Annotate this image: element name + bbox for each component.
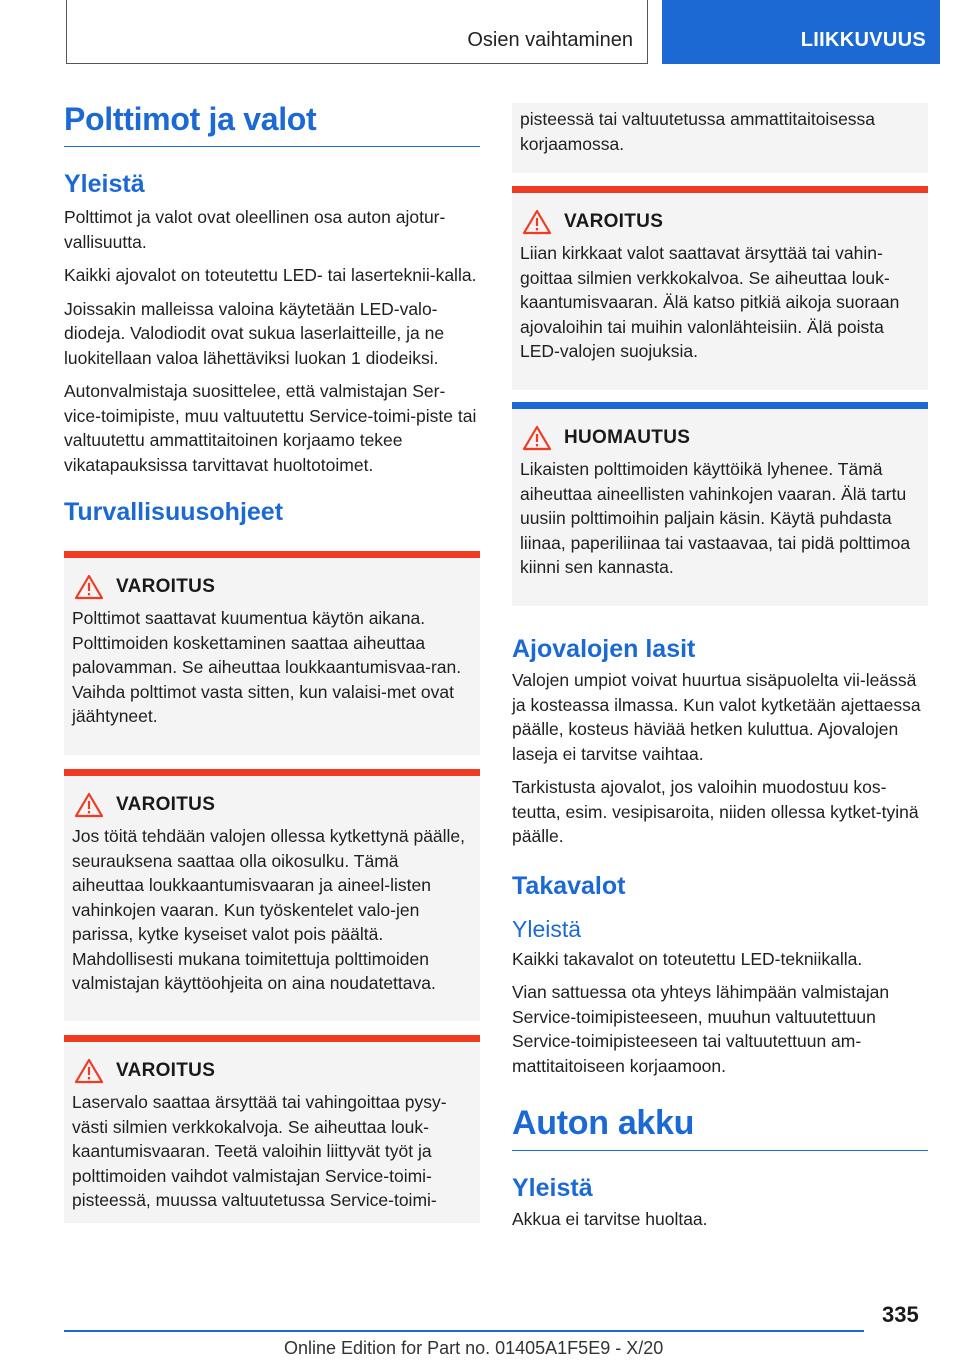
general-paragraph-1: Polttimot ja valot ovat oleellinen osa auton ajotur-vallisuutta. (64, 207, 446, 252)
left-column (64, 100, 480, 1223)
general-paragraph-4: Autonvalmistaja suosittelee, että valmistajan Ser-vice-toimipiste, muu valtuutettu Service-toimi-piste tai valtuutettu ammattitaitoinen korjaamo tekee vikatapauksissa tarvittavat huoltotoimet. (64, 381, 477, 475)
warning-box-3 (64, 1035, 480, 1223)
warning-text: Polttimot saattavat kuumentua käytön aikana. Polttimoiden koskettaminen saattaa aiheuttaa palovamman. Se aiheuttaa loukkaantumisvaa-ran. Vaihda polttimot vasta sitten, kun valaisi-met ovat jäähtyneet. (72, 608, 462, 726)
warning-text: Liian kirkkaat valot saattavat ärsyttää tai vahin-goittaa silmien verkkokalvoa. Se aiheuttaa louk-kaantumisvaaran. Älä katso pitkiä aikoja suoraan ajovaloihin tai muihin valonlähteisiin. Älä poista LED-valojen suojuksia. (520, 243, 900, 361)
notice-title: HUOMAUTUS (564, 427, 691, 448)
tail-paragraph-1: Kaikki takavalot on toteutettu LED-tekniikalla. (512, 948, 863, 969)
heading-tail-lights: Takavalot (512, 871, 626, 900)
header-chapter-label: LIIKKUVUUS (800, 29, 926, 51)
heading-battery-general: Yleistä (512, 1174, 593, 1202)
subheading-tail-general: Yleistä (512, 915, 582, 942)
warning-triangle-icon (74, 1058, 104, 1084)
footer-divider (64, 1330, 864, 1332)
warning-text: Laservalo saattaa ärsyttää tai vahingoittaa pysy-västi silmien verkkokalvoja. Se aiheuttaa louk-kaantumisvaaran. Teetä valoihin liittyvät työt ja polttimoiden vaihdot valmistajan Service-toimi-pisteessä, muussa valtuutetussa Service-toimi- (72, 1092, 447, 1210)
warning-title: VAROITUS (116, 794, 216, 815)
warning-box-1 (64, 551, 480, 755)
right-column (512, 103, 928, 1241)
warning-title: VAROITUS (116, 576, 216, 597)
page-title-bulbs: Polttimot ja valot (64, 100, 480, 147)
battery-paragraph-1: Akkua ei tarvitse huoltaa. (512, 1209, 708, 1229)
warning-box-4 (512, 186, 928, 390)
warning-title: VAROITUS (116, 1060, 216, 1081)
general-paragraph-2: Kaikki ajovalot on toteutettu LED- tai laserteknii-kalla. (64, 265, 477, 285)
footer-edition: Online Edition for Part no. 01405A1F5E9 - X/20 (284, 1338, 664, 1358)
tail-paragraph-2: Vian sattuessa ota yhteys lähimpään valmistajan Service-toimipisteeseen, muuhun valtuutettuun Service-toimipisteeseen tai valtuutettuun am-mattitaitoiseen korjaamoon. (512, 982, 890, 1076)
warning-text-continued: pisteessä tai valtuutetussa ammattitaitoisessa korjaamossa. (520, 109, 876, 154)
heading-headlight-lenses: Ajovalojen lasit (512, 635, 696, 663)
heading-general: Yleistä (64, 170, 145, 198)
warning-title: VAROITUS (564, 211, 664, 232)
notice-box (512, 402, 928, 606)
notice-triangle-icon (522, 425, 552, 451)
general-paragraph-3: Joissakin malleissa valoina käytetään LED-valo-diodeja. Valodiodit ovat sukua laserlaitteille, ja ne luokitellaan valoa lähettäviksi luokan 1 diodeiksi. (64, 298, 445, 368)
warning-triangle-icon (74, 792, 104, 818)
notice-text: Likaisten polttimoiden käyttöikä lyhenee. Tämä aiheuttaa aineellisten vahinkojen vaaran. Älä tartu uusiin polttimoihin paljain käsin. Käytä puhdasta liinaa, paperiliinaa tai vastaavaa, tai pidä polttimoa kiinni sen kannasta. (520, 459, 911, 577)
lens-paragraph-1: Valojen umpiot voivat huurtua sisäpuolelta vii-leässä ja kosteassa ilmassa. Kun valot kytketään ajettaessa päälle, kosteus häviää hetken kuluttua. Ajovalojen laseja ei tarvitse vaihtaa. (512, 670, 921, 764)
warning-text: Jos töitä tehdään valojen ollessa kytkettynä päälle, seurauksena saattaa olla oikosulku. Tämä aiheuttaa loukkaantumisvaaran ja aineel-listen vahinkojen vaaran. Kun työskentelet valo-jen parissa, kytke kyseiset valot pois päältä. Mahdollisesti mukana toimitettuja polttimoiden valmistajan käyttöohjeita on aina noudatettava. (72, 826, 466, 993)
warning-box-2 (64, 769, 480, 1021)
lens-paragraph-2: Tarkistusta ajovalot, jos valoihin muodostuu kos-teutta, esim. vesipisaroita, niiden ollessa kytket-tyinä päälle. (512, 777, 919, 846)
warning-box-3-continued (512, 103, 928, 173)
header-chapter-tab (662, 0, 940, 64)
warning-triangle-icon (74, 574, 104, 600)
header-section-label: Osien vaihtaminen (467, 29, 633, 51)
header-section-tab (66, 0, 648, 64)
page-number: 335 (882, 1302, 919, 1327)
warning-triangle-icon (522, 209, 552, 235)
page-title-battery: Auton akku (512, 1104, 928, 1151)
heading-safety: Turvallisuusohjeet (64, 498, 284, 526)
